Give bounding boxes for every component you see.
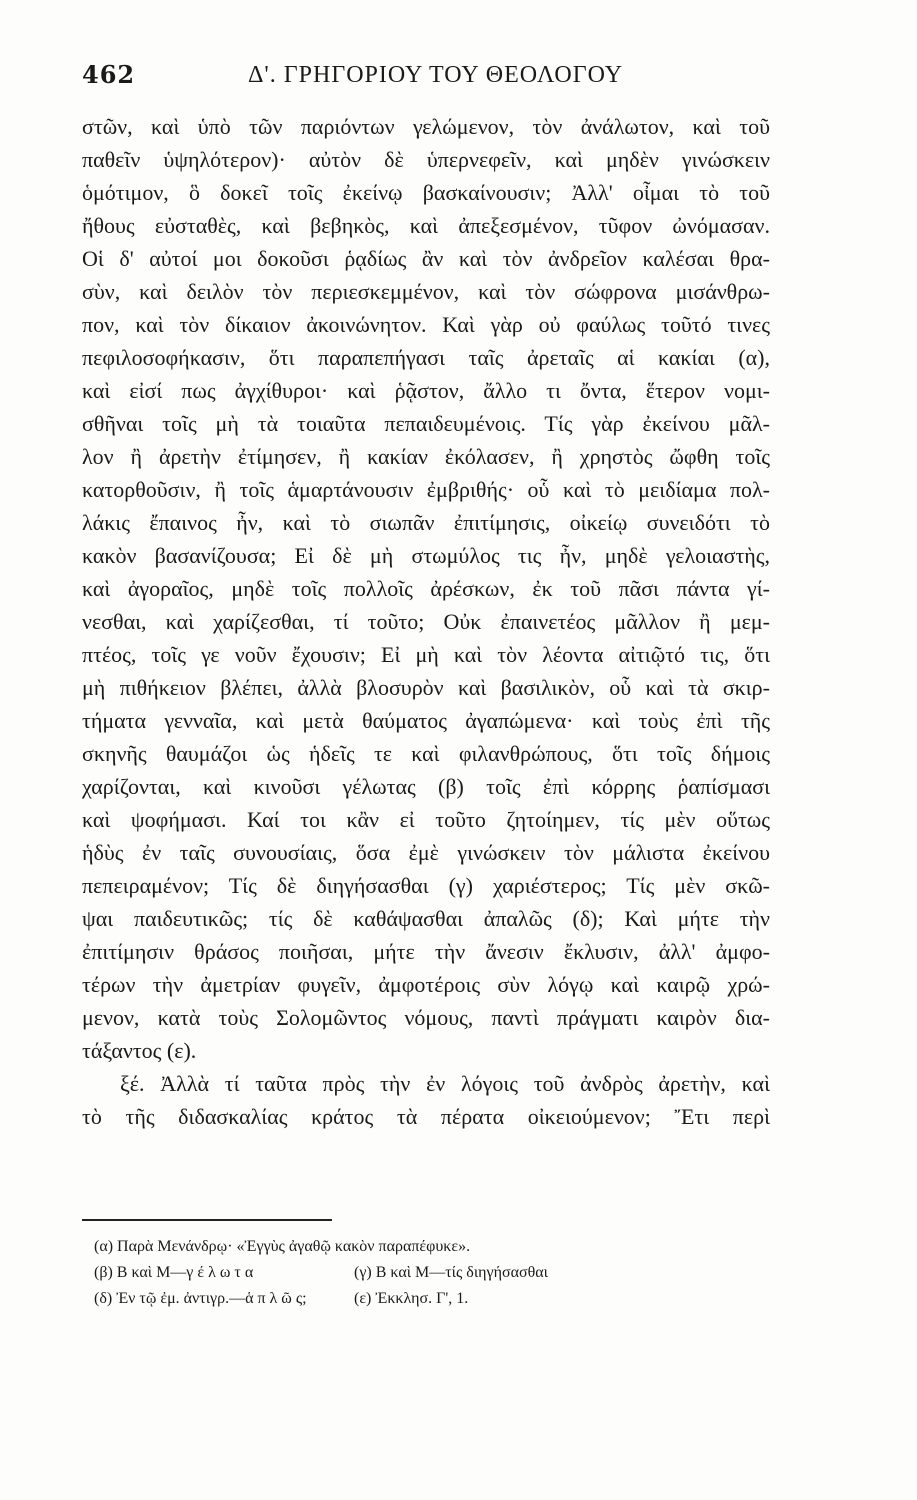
text-line: καὶ ψοφήμασι. Καί τοι κἂν εἰ τοῦτο ζητοίημεν, τίς μὲν οὕτως bbox=[82, 807, 770, 832]
text-line: σκηνῆς θαυμάζοι ὡς ἡδεῖς τε καὶ φιλανθρώπους, ὅτι τοῖς δήμοις bbox=[82, 741, 770, 766]
text-line: παθεῖν ὑψηλότερον)· αὐτὸν δὲ ὑπερνεφεῖν, καὶ μηδὲν γινώσκειν bbox=[82, 147, 770, 172]
text-line: πον, καὶ τὸν δίκαιον ἀκοινώνητον. Καὶ γὰρ οὐ φαύλως τοῦτό τινες bbox=[82, 312, 770, 337]
text-line: σὺν, καὶ δειλὸν τὸν περιεσκεμμένον, καὶ τὸν σώφρονα μισάνθρω- bbox=[82, 279, 770, 304]
text-line: σθῆναι τοῖς μὴ τὰ τοιαῦτα πεπαιδευμένοις. Τίς γὰρ ἐκείνου μᾶλ- bbox=[82, 411, 770, 436]
footnote-a: (α) Παρὰ Μενάνδρῳ· «Ἐγγὺς ἀγαθῷ κακὸν παραπέφυκε». bbox=[94, 1238, 471, 1255]
text-line: τήματα γενναῖα, καὶ μετὰ θαύματος ἀγαπώμενα· καὶ τοὺς ἐπὶ τῆς bbox=[82, 708, 770, 733]
text-line: λον ἢ ἀρετὴν ἐτίμησεν, ἢ κακίαν ἐκόλασεν, ἢ χρηστὸς ὤφθη τοῖς bbox=[82, 444, 770, 469]
text-line: ἤθους εὐσταθὲς, καὶ βεβηκὸς, καὶ ἀπεξεσμένον, τῦφον ὠνόμασαν. bbox=[82, 213, 770, 238]
footnote-b: (β) Β καὶ Μ—γ έ λ ω τ α bbox=[94, 1264, 254, 1281]
footnote-row bbox=[94, 1286, 774, 1312]
text-line: πτέος, τοῖς γε νοῦν ἔχουσιν; Εἰ μὴ καὶ τὸν λέοντα αἰτιῷτό τις, ὅτι bbox=[82, 642, 770, 667]
text-line: καὶ ἀγοραῖος, μηδὲ τοῖς πολλοῖς ἀρέσκων, ἐκ τοῦ πᾶσι πάντα γί- bbox=[82, 576, 770, 601]
footnote-rule bbox=[82, 1219, 332, 1221]
text-line: Οἱ δ' αὐτοί μοι δοκοῦσι ῥᾳδίως ἂν καὶ τὸν ἀνδρεῖον καλέσαι θρα- bbox=[82, 246, 770, 271]
text-line: χαρίζονται, καὶ κινοῦσι γέλωτας (β) τοῖς ἐπὶ κόρρης ῥαπίσμασι bbox=[82, 774, 770, 799]
page-header bbox=[82, 60, 772, 94]
text-line: πεπειραμένον; Τίς δὲ διηγήσασθαι (γ) χαριέστερος; Τίς μὲν σκῶ- bbox=[82, 873, 770, 898]
text-line: ὁμότιμον, ὃ δοκεῖ τοῖς ἐκείνῳ βασκαίνουσιν; Ἀλλ' οἶμαι τὸ τοῦ bbox=[82, 180, 770, 205]
text-line: καὶ εἰσί πως ἀγχίθυροι· καὶ ῥᾷστον, ἄλλο τι ὄντα, ἕτερον νομι- bbox=[82, 378, 770, 403]
text-line: κακὸν βασανίζουσα; Εἰ δὲ μὴ στωμύλος τις ἦν, μηδὲ γελοιαστὴς, bbox=[82, 543, 770, 568]
text-line: νεσθαι, καὶ χαρίζεσθαι, τί τοῦτο; Οὐκ ἐπαινετέος μᾶλλον ἢ μεμ- bbox=[82, 609, 770, 634]
running-title: Δ'. ΓΡΗΓΟΡΙΟΥ ΤΟΥ ΘΕΟΛΟΓΟΥ bbox=[248, 62, 624, 88]
text-line: τὸ τῆς διδασκαλίας κράτος τὰ πέρατα οἰκειούμενον; Ἔτι περὶ bbox=[82, 1104, 770, 1129]
paragraph-start-line: ξέ. Ἀλλὰ τί ταῦτα πρὸς τὴν ἐν λόγοις τοῦ ἀνδρὸς ἀρετὴν, καὶ bbox=[120, 1071, 770, 1096]
footnote-c: (γ) Β καὶ Μ—τίς διηγήσασθαι bbox=[354, 1264, 548, 1281]
text-line: λάκις ἔπαινος ἦν, καὶ τὸ σιωπᾶν ἐπιτίμησις, οἰκείῳ συνειδότι τὸ bbox=[82, 510, 770, 535]
text-line: στῶν, καὶ ὑπὸ τῶν παριόντων γελώμενον, τὸν ἀνάλωτον, καὶ τοῦ bbox=[82, 114, 770, 139]
text-line: πεφιλοσοφήκασιν, ὅτι παραπεπήγασι ταῖς ἀρεταῖς αἱ κακίαι (α), bbox=[82, 345, 770, 370]
text-line: ἡδὺς ἐν ταῖς συνουσίαις, ὅσα ἐμὲ γινώσκειν τὸν μάλιστα ἐκείνου bbox=[82, 840, 770, 865]
footnotes bbox=[94, 1234, 774, 1312]
text-line: ἐπιτίμησιν θράσος ποιῆσαι, μήτε τὴν ἄνεσιν ἔκλυσιν, ἀλλ' ἀμφο- bbox=[82, 939, 770, 964]
text-line: κατορθοῦσιν, ἢ τοῖς ἁμαρτάνουσιν ἐμβριθής· οὗ καὶ τὸ μειδίαμα πολ- bbox=[82, 477, 770, 502]
main-text bbox=[82, 110, 770, 1133]
text-line: μὴ πιθήκειον βλέπει, ἀλλὰ βλοσυρὸν καὶ βασιλικὸν, οὗ καὶ τὰ σκιρ- bbox=[82, 675, 770, 700]
footnote-e: (ε) Ἐκκλησ. Γ', 1. bbox=[354, 1290, 469, 1307]
text-line: μενον, κατὰ τοὺς Σολομῶντος νόμους, παντὶ πράγματι καιρὸν δια- bbox=[82, 1005, 770, 1030]
page-number: 462 bbox=[82, 60, 136, 89]
footnote-row bbox=[94, 1260, 774, 1286]
text-line: τάξαντος (ε). bbox=[82, 1038, 197, 1063]
footnote-d: (δ) Ἐν τῷ ἐμ. ἀντιγρ.—ἁ π λ ῶ ς; bbox=[94, 1290, 307, 1307]
text-line: τέρων τὴν ἀμετρίαν φυγεῖν, ἀμφοτέροις σὺν λόγῳ καὶ καιρῷ χρώ- bbox=[82, 972, 770, 997]
text-line: ψαι παιδευτικῶς; τίς δὲ καθάψασθαι ἀπαλῶς (δ); Καὶ μήτε τὴν bbox=[82, 906, 770, 931]
